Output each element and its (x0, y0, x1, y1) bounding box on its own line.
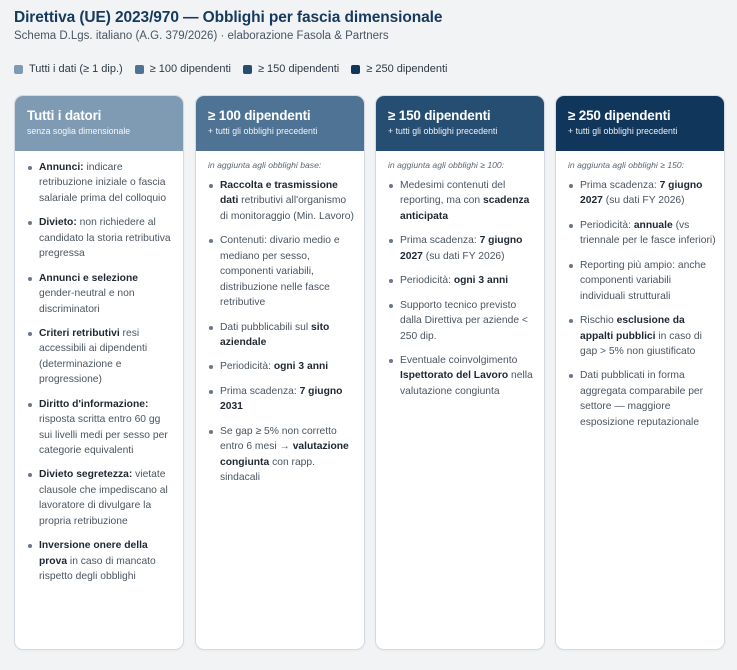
legend-label: Tutti i dati (≥ 1 dip.) (29, 63, 123, 75)
item-text: Supporto tecnico previsto dalla Direttiva per aziende < 250 dip. (400, 299, 528, 342)
list-item (27, 215, 175, 261)
list-item (388, 353, 536, 399)
item-text: retributivi all'organismo di monitoraggio (Min. Lavoro) (220, 195, 354, 222)
column-intro: in aggiunta agli obblighi ≥ 100: (388, 160, 505, 170)
column-header (556, 96, 724, 151)
item-text: Dati pubblicati in forma aggregata comparabile per settore — maggiore esposizione reputazionale (580, 370, 704, 428)
legend-item-all (14, 63, 123, 75)
column-body (15, 151, 183, 585)
list-item (27, 271, 175, 317)
item-text-bold: valutazione congiunta (220, 441, 349, 468)
item-text-bold: ogni 3 anni (273, 361, 329, 373)
legend-label: ≥ 150 dipendenti (257, 63, 340, 75)
item-text-bold: scadenza anticipata (400, 195, 530, 222)
item-text: nella valutazione congiunta (400, 370, 533, 397)
item-text: non richiedere al candidato la storia retributiva pregressa (39, 217, 171, 260)
list-item (388, 233, 536, 264)
legend-item-150 (243, 63, 339, 75)
item-text-bold: 7 giugno 2031 (220, 385, 343, 413)
item-text: vietate clausole che impediscano al lavoratore di divulgare la propria retribuzione (39, 469, 168, 527)
list-item (208, 178, 356, 224)
item-text: Medesimi contenuti del reporting, ma con (400, 180, 506, 207)
item-text: Dati pubblicabili sul (220, 321, 312, 333)
list-item (27, 538, 175, 584)
column-card-150 (375, 95, 545, 650)
list-item (27, 326, 175, 388)
item-text: gender-neutral e non discriminatori (39, 288, 135, 315)
legend-item-100 (135, 63, 231, 75)
list-item (388, 298, 536, 344)
item-text-bold: ogni 3 anni (453, 275, 509, 287)
item-text: Contenuti: divario medio e mediano per sesso, componenti variabili, distribuzione nelle fasce retributive (220, 235, 340, 309)
item-text-bold: Annunci e selezione (39, 272, 138, 284)
legend-swatch (351, 65, 360, 74)
legend-label: ≥ 100 dipendenti (149, 63, 231, 75)
item-text-bold: sito aziendale (220, 321, 330, 348)
item-text-bold: Inversione onere della prova (39, 540, 148, 567)
legend-label: ≥ 250 dipendenti (366, 63, 448, 75)
item-text: indicare retribuzione iniziale o fascia salariale prima del colloquio (39, 162, 167, 204)
item-text: Prima scadenza: (580, 180, 660, 191)
item-text: in caso di gap > 5% non giustificato (580, 330, 702, 357)
item-text-bold: Diritto d'informazione: (39, 398, 149, 410)
column-intro: in aggiunta agli obblighi base: (208, 160, 322, 170)
list-item (568, 178, 716, 209)
item-text: Se gap ≥ 5% non corretto entro 6 mesi → (220, 425, 337, 453)
item-text: Periodicità: (220, 361, 274, 373)
item-text: risposta scritta entro 60 gg sui livelli medi per sesso per categorie equivalenti (39, 414, 168, 456)
list-item (568, 368, 716, 430)
page-subtitle: Schema D.Lgs. italiano (A.G. 379/2026) · elaborazione Fasola & Partners (14, 30, 389, 42)
list-item (208, 384, 356, 415)
item-text-bold: Divieto: (39, 217, 77, 229)
item-text: in caso di mancato rispetto degli obblighi (39, 555, 156, 583)
list-item (568, 313, 716, 359)
list-item (208, 233, 356, 310)
column-title: ≥ 100 dipendenti (208, 108, 311, 123)
item-text-bold: Raccolta e trasmissione dati (220, 180, 338, 207)
list-item (208, 424, 356, 486)
item-text: Prima scadenza: (220, 385, 300, 397)
item-text-bold: 7 giugno 2027 (400, 235, 523, 262)
item-text: resi accessibili ai dipendenti (determinazione e progressione) (39, 327, 148, 386)
item-text: Reporting più ampio: anche componenti variabili individuali strutturali (580, 259, 706, 302)
column-header (376, 96, 544, 151)
list-item (27, 160, 175, 206)
column-body (376, 151, 544, 399)
item-text-bold: 7 giugno 2027 (580, 180, 703, 207)
obligation-list (568, 178, 716, 430)
item-text-bold: Ispettorato del Lavoro (400, 370, 509, 382)
item-text: (su dati FY 2026) (602, 195, 685, 207)
obligation-list (208, 178, 356, 485)
column-card-250 (555, 95, 725, 650)
list-item (208, 359, 356, 374)
column-title: ≥ 250 dipendenti (568, 108, 671, 123)
item-text: Periodicità: (580, 219, 634, 231)
list-item (568, 258, 716, 304)
item-text-bold: annuale (633, 219, 673, 231)
item-text-bold: Criteri retributivi (39, 327, 120, 339)
list-item (568, 218, 716, 249)
column-body (556, 151, 724, 430)
column-subtitle: + tutti gli obblighi precedenti (568, 126, 678, 136)
column-title: ≥ 150 dipendenti (388, 108, 491, 123)
column-body (196, 151, 364, 485)
item-text-bold: esclusione da appalti pubblici (580, 315, 685, 342)
item-text: Prima scadenza: (400, 235, 480, 247)
legend-item-250 (351, 63, 447, 75)
column-header (196, 96, 364, 151)
page-title: Direttiva (UE) 2023/970 — Obblighi per fascia dimensionale (14, 9, 443, 26)
item-text: Periodicità: (400, 275, 454, 287)
list-item (208, 320, 356, 351)
legend-swatch (14, 65, 23, 74)
item-text: (su dati FY 2026) (422, 250, 505, 262)
column-header (15, 96, 183, 151)
obligation-list (27, 160, 175, 585)
legend-swatch (243, 65, 252, 74)
column-intro: in aggiunta agli obblighi ≥ 150: (568, 160, 685, 170)
item-text: Eventuale coinvolgimento (400, 354, 518, 366)
column-subtitle: + tutti gli obblighi precedenti (388, 126, 498, 136)
item-text: Rischio (580, 315, 617, 327)
list-item (388, 273, 536, 288)
item-text-bold: Annunci: (39, 162, 84, 173)
item-text-bold: Divieto segretezza: (39, 469, 133, 481)
column-subtitle: + tutti gli obblighi precedenti (208, 126, 318, 136)
column-subtitle: senza soglia dimensionale (27, 126, 131, 136)
obligation-list (388, 178, 536, 399)
list-item (27, 467, 175, 529)
legend (14, 63, 460, 75)
list-item (27, 397, 175, 459)
column-title: Tutti i datori (27, 108, 102, 123)
column-card-all (14, 95, 184, 650)
list-item (388, 178, 536, 224)
item-text: con rapp. sindacali (220, 456, 315, 483)
legend-swatch (135, 65, 144, 74)
item-text: (vs triennale per le fasce inferiori) (580, 219, 716, 247)
column-card-100 (195, 95, 365, 650)
